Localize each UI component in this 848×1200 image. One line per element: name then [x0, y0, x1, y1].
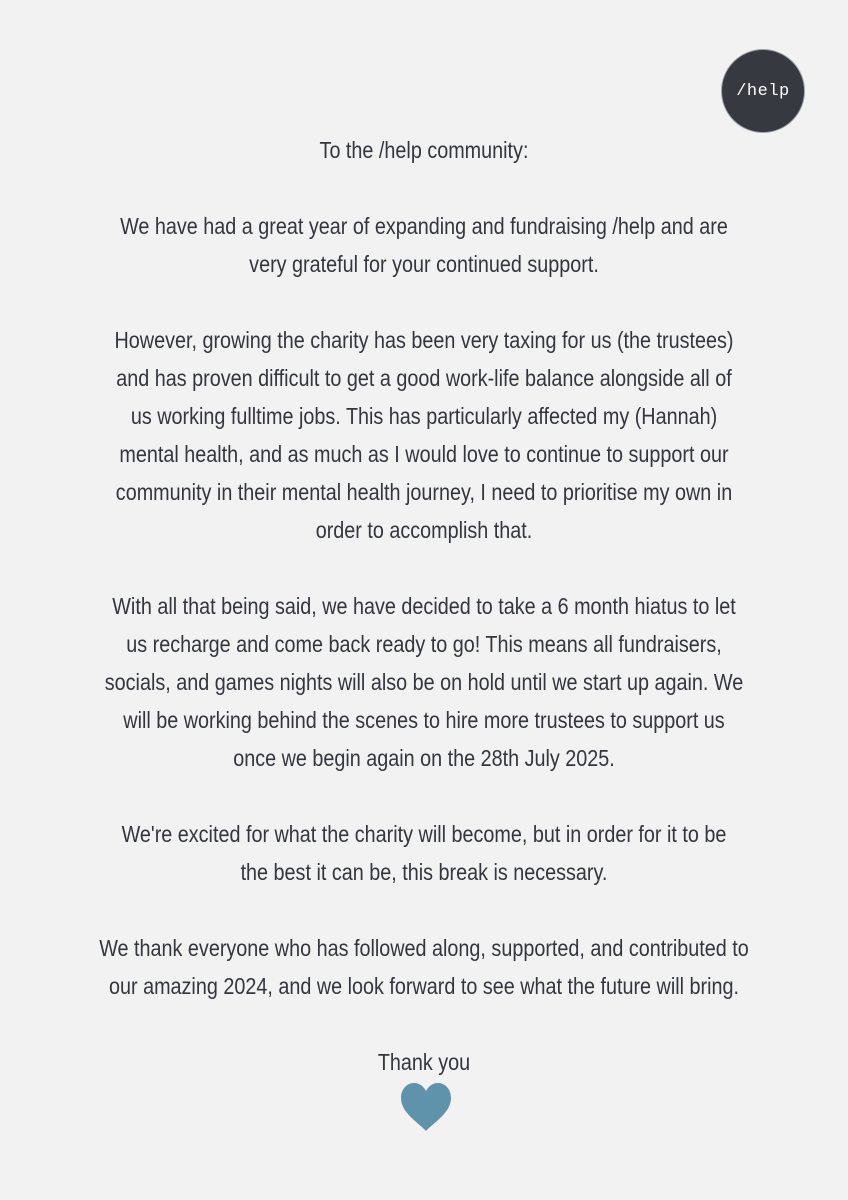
- logo-text: /help: [736, 81, 790, 101]
- paragraph-wellbeing: However, growing the charity has been very taxing for us (the trustees) and has proven difficult to get a good work-life balance alongside all of us working fulltime jobs. This has particularly affected my (Hannah) mental health, and as much as I would love to continue to support our community in their mental health journey, I need to prioritise my own in order to accomplish that.: [114, 327, 734, 543]
- paragraph-gratitude: We have had a great year of expanding and fundraising /help and are very grateful for your continued support.: [120, 213, 728, 277]
- letter-body: [85, 131, 763, 1081]
- signoff: Thank you: [377, 1049, 471, 1075]
- help-logo-badge: [721, 49, 805, 133]
- paragraph-thanks: We thank everyone who has followed along, supported, and contributed to our amazing 2024, and we look forward to see what the future will bring.: [99, 935, 749, 999]
- salutation: To the /help community:: [319, 137, 529, 163]
- paragraph-future: We're excited for what the charity will become, but in order for it to be the best it can be, this break is necessary.: [121, 821, 727, 885]
- heart-icon: [398, 1082, 454, 1132]
- paragraph-hiatus: With all that being said, we have decided to take a 6 month hiatus to let us recharge and come back ready to go! This means all fundraisers, socials, and games nights will also be on hold until we start up again. We will be working behind the scenes to hire more trustees to support us once we begin again on the 28th July 2025.: [104, 593, 744, 771]
